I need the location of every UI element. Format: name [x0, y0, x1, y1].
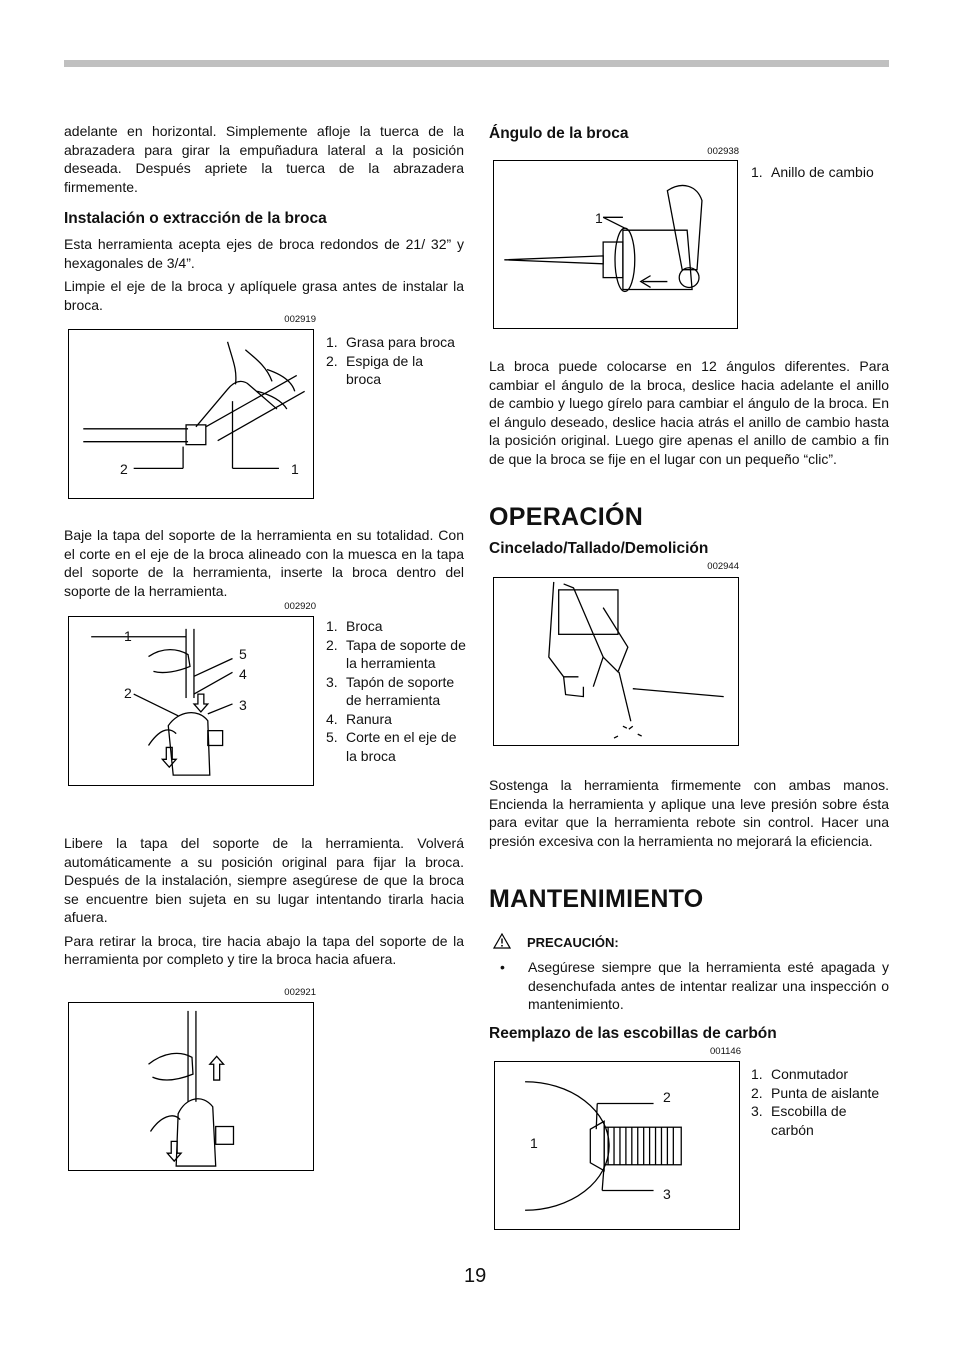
header-rule: [64, 60, 889, 67]
legend-item: 1. Broca: [326, 618, 383, 634]
remove-bit-illustration: [69, 1003, 313, 1170]
legend-item: 2. Espiga de la broca: [326, 352, 424, 387]
figure-legend-insert: [326, 617, 466, 765]
figure-legend-angle: [751, 163, 891, 182]
insert-bit-illustration: [69, 617, 313, 785]
left-lower-text: [64, 834, 464, 974]
legend-item: 2. Punta de aislante: [751, 1084, 880, 1101]
callout-4: 4: [239, 666, 247, 682]
callout-5: 5: [239, 646, 247, 662]
legend-item: 1. Anillo de cambio: [751, 164, 874, 180]
legend-item: 5. Corte en el eje de la broca: [326, 729, 457, 764]
bullet-dot: •: [500, 959, 505, 975]
paragraph-release-cap: Libere la tapa del soporte de la herramienta. Volverá automáticamente a su posición original para fijar la broca. Después de la instalación, siempre asegúrese de que la broca se encuentre bien sujeta en su lugar intentando tirarla hacia afuera.: [64, 835, 464, 925]
legend-item: 3. Tapón de soporte de herramienta: [326, 673, 455, 708]
legend-item: 1. Conmutador: [751, 1066, 849, 1082]
figure-code: 002938: [707, 146, 739, 157]
figure-code: 002944: [707, 561, 739, 572]
change-ring-illustration: [494, 161, 737, 328]
grease-illustration: [69, 330, 313, 498]
paragraph-lower-cap: Baje la tapa del soporte de la herramienta en su totalidad. Con el corte en el eje de la broca alineado con la muesca en la tapa del soporte de la herramienta, inserte la broca dentro del soporte de la herramienta.: [64, 527, 464, 599]
callout-1: 1: [530, 1135, 538, 1151]
figure-chiselling: [493, 577, 739, 746]
paragraph-shank: Esta herramienta acepta ejes de broca redondos de 21/ 32” y hexagonales de 3/4”.: [64, 236, 464, 271]
figure-code: 002920: [284, 601, 316, 612]
page-number: 19: [464, 1265, 487, 1287]
figure-change-ring: [493, 160, 738, 329]
figure-code: 002919: [284, 314, 316, 325]
section-title-bit-angle: Ángulo de la broca: [489, 125, 629, 142]
callout-3: 3: [663, 1186, 671, 1202]
figure-code: 002921: [284, 987, 316, 998]
paragraph-chiselling: Sostenga la herramienta firmemente con ambas manos. Encienda la herramienta y aplique una leve presión sobre ésta para evitar que la herramienta rebote sin control. Hacer una presión excesiva con la herramienta no mejorará la eficiencia.: [489, 777, 889, 849]
section-heading-operation: OPERACIÓN: [489, 503, 644, 531]
legend-item: 3. Escobilla de carbón: [751, 1103, 847, 1138]
paragraph-angle: La broca puede colocarse en 12 ángulos diferentes. Para cambiar el ángulo de la broca, deslice hacia adelante el anillo de cambio y luego gírelo para cambiar el ángulo de la broca. En el ángulo deseado, deslice hacia atrás el anillo de cambio hasta la posición original. Luego gire apenas el anillo de cambio a fin de que la broca se fije en el lugar con un pequeño “clic”.: [489, 358, 889, 467]
figure-legend-grease: [326, 333, 461, 389]
warning-icon: [493, 933, 511, 954]
left-column: [64, 122, 464, 319]
section-title-bit-install: Instalación o extracción de la broca: [64, 210, 327, 227]
caution-bullet: • Asegúrese siempre que la herramienta esté apagada y desenchufada antes de intentar realizar una inspección o mantenimiento.: [500, 959, 889, 1012]
callout-1: 1: [595, 210, 603, 226]
chiselling-illustration: [494, 578, 738, 745]
legend-item: 1. Grasa para broca: [326, 334, 455, 350]
paragraph-remove-bit: Para retirar la broca, tire hacia abajo la tapa del soporte de la herramienta por completo y tire la broca hacia afuera.: [64, 932, 464, 967]
section-title-chiselling: Cincelado/Tallado/Demolición: [489, 540, 709, 557]
figure-code: 001146: [710, 1046, 741, 1057]
callout-2: 2: [120, 461, 128, 477]
figure-remove-bit: [68, 1002, 314, 1171]
callout-3: 3: [239, 697, 247, 713]
intro-paragraph: adelante en horizontal. Simplemente afloje la tuerca de la abrazadera para girar la empuñadura lateral a la posición deseada. Después apriete la tuerca de la abrazadera firmemente.: [64, 123, 464, 195]
legend-item: 2. Tapa de soporte de la herramienta: [326, 636, 466, 671]
section-heading-maintenance: MANTENIMIENTO: [489, 885, 704, 913]
figure-insert-bit: [68, 616, 314, 786]
callout-2: 2: [663, 1089, 671, 1105]
figure-legend-brush: [751, 1065, 891, 1139]
figure-carbon-brush: [494, 1061, 740, 1230]
paragraph-grease: Limpie el eje de la broca y aplíquele grasa antes de instalar la broca.: [64, 278, 464, 313]
caution-label: PRECAUCIÓN:: [527, 935, 619, 950]
figure-grease: [68, 329, 314, 499]
callout-2: 2: [124, 685, 132, 701]
section-title-carbon-brushes: Reemplazo de las escobillas de carbón: [489, 1025, 777, 1042]
callout-1: 1: [124, 628, 132, 644]
callout-1: 1: [291, 461, 299, 477]
legend-item: 4. Ranura: [326, 710, 392, 727]
